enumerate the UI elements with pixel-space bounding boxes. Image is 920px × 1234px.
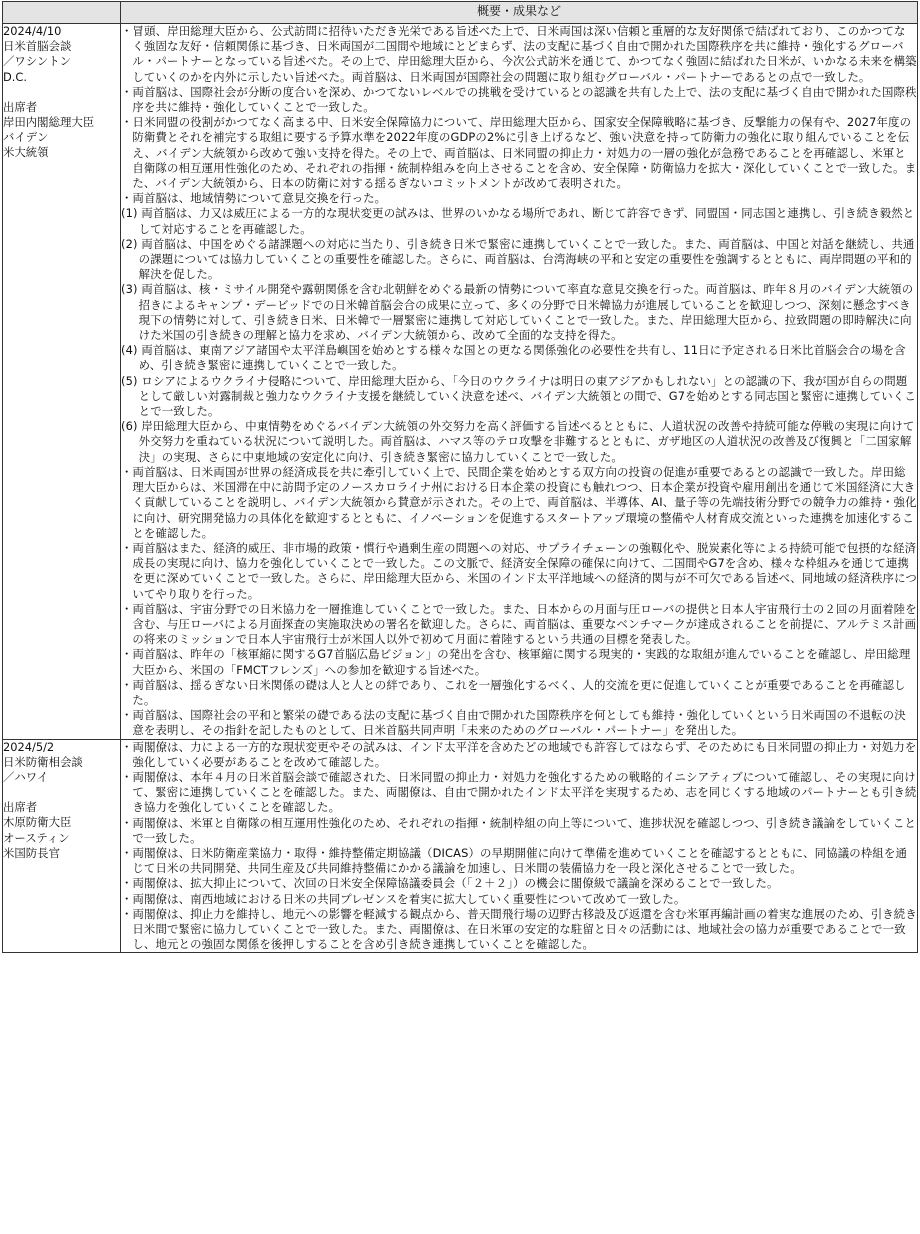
summary-bullet-item: ・冒頭、岸田総理大臣から、公式訪問に招待いただき光栄である旨述べた上で、日米両国は深い信頼と重層的な友好関係で結ばれており、このかつてなく強固な友好・信頼関係に基づき、日米両国が二国間や地域にとどまらず、法の支配に基づく自由で開かれた国際秩序を共に維持・強化するグローバル・パートナーとなっている旨述べた。その上で、岸田総理大臣から、今次公式訪米を通じて、かつてなく強固に結ばれた日米が、いかなる未来を構築していくのかを内外に示したい旨述べた。両首脳は、日米両国が国際社会の問題に取り組むグローバル・パートナーであるとの点で一致した。 [121,24,917,84]
meeting-event-line: 日米首脳会談 [3,39,72,54]
meeting-event-line: 日米防衛相会談 [3,754,83,769]
table-row [3,24,918,740]
summary-bullet-item: ・両閣僚は、拡大抑止について、次回の日米安全保障協議委員会（「２＋２」）の機会に閣僚級で議論を深めることで一致した。 [121,876,779,891]
header-col-summary: 概要・成果など [121,2,918,24]
summary-bullet-item: ・両首脳は、揺るぎない日米関係の礎は人と人との絆であり、これを一層強化するべく、人的交流を更に促進していくことが重要であることを再確認した。 [121,677,906,707]
summary-cell [121,24,918,740]
summary-numbered-item: (3) 両首脳は、核・ミサイル開発や露朝関係を含む北朝鮮をめぐる最新の情勢について率直な意見交換を行った。両首脳は、昨年８月のバイデン大統領の招きによるキャンプ・デービッドでの日米韓首脳会合の成果に立って、多くの分野で日米韓協力が進展していることを歓迎しつつ、深刻に懸念すべき現下の情勢に対して、引き続き日米、日米韓で一層緊密に連携して対応していくことで一致した。また、岸田総理大臣から、拉致問題の即時解決に向けた米国の引き続きの理解と協力を求め、バイデン大統領から、改めて全面的な支持を得た。 [121,282,914,343]
summary-bullet-item: ・両閣僚は、力による一方的な現状変更やその試みは、インド太平洋を含めたどの地域でも許容してはならず、そのためにも日米同盟の抑止力・対処力を強化していく必要があることを改めて確認した。 [121,739,917,769]
meeting-event-line: ／ワシントン [3,54,72,69]
summary-numbered-item: (6) 岸田総理大臣から、中東情勢をめぐるバイデン大統領の外交努力を高く評価する旨述べるとともに、人道状況の改善や持続可能な停戦の実現に向けて外交努力を重ねている状況について説明した。両首脳は、ハマス等のテロ攻撃を非難するとともに、ガザ地区の人道状況の改善及び復興と「二国家解決」の実現、さらに中東地域の安定化に向け、引き続き緊密に協力していくことで一致した。 [121,419,915,464]
summary-bullet-item: ・両閣僚は、本年４月の日米首脳会談で確認された、日米同盟の抑止力・対処力を強化するための戦略的イニシアティブについて確認し、その実現に向けて、緊密に連携していくことを確認した。また、両閣僚は、自由で開かれたインド太平洋を実現するため、志を同じくする地域のパートナーとも引き続き協力を強化していくことを確認した。 [121,769,917,815]
summary-bullet-item: ・両首脳は、国際社会が分断の度合いを深め、かつてないレベルでの挑戦を受けているとの認識を共有した上で、法の支配に基づく自由で開かれた国際秩序を共に維持・強化していくことで一致した。 [121,84,917,115]
summary-numbered-item: (5) ロシアによるウクライナ侵略について、岸田総理大臣から、「今日のウクライナは明日の東アジアかもしれない」との認識の下、我が国が自らの問題として厳しい対露制裁と強力なウクライナ支援を継続していく決意を述べ、バイデン大統領との間で、G7を始めとする同志国と緊密に連携していくことで一致した。 [121,373,916,419]
meetings-table [2,1,918,953]
meeting-info-cell [3,24,121,740]
meeting-date: 2024/5/2 [3,739,55,754]
meeting-info-cell [3,739,121,953]
summary-bullet-item: ・両首脳は、地域情勢について意見交換を行った。 [121,191,387,206]
table-header-row [3,2,918,24]
summary-bullet-item: ・両閣僚は、抑止力を維持し、地元への影響を軽減する観点から、普天間飛行場の辺野古移設及び返還を含む米軍再編計画の着実な進展のため、引き続き日米間で緊密に協力していくことで一致した。また、両閣僚は、在日米軍の安定的な駐留と日々の活動には、地域社会の協力が重要であることで一致し、地元との強固な関係を後押しすることを含め引き続き連携していくことを確認した。 [121,906,917,952]
table-row [3,739,918,953]
attendee-line: 米大統領 [3,145,49,160]
attendee-line: 岸田内閣総理大臣 [3,115,95,130]
attendee-line: 木原防衛大臣 [3,815,72,830]
summary-bullet-item: ・両首脳は、国際社会の平和と繁栄の礎である法の支配に基づく自由で開かれた国際秩序を何としても維持・強化していくという日米両国の不退転の決意を表明し、その指針を記したものとして、日米首脳共同声明「未来のためのグローバル・パートナー」を発出した。 [121,708,906,738]
attendees-label: 出席者 [3,800,38,815]
summary-numbered-item: (1) 両首脳は、力又は威圧による一方的な現状変更の試みは、世界のいかなる場所であれ、断じて許容できず、同盟国・同志国と連携し、引き続き毅然として対応することを再確認した。 [121,206,915,236]
summary-numbered-item: (2) 両首脳は、中国をめぐる諸課題への対応に当たり、引き続き日米で緊密に連携していくことで一致した。また、両首脳は、中国と対話を継続し、共通の課題については協力していくことの重要性を確認した。さらに、両首脳は、台湾海峡の平和と安定の重要性を強調するとともに、両岸問題の平和的解決を促した。 [121,236,915,282]
summary-bullet-item: ・両閣僚は、米軍と自衛隊の相互運用性強化のため、それぞれの指揮・統制枠組の向上等について、進捗状況を確認しつつ、引き続き議論をしていくことで一致した。 [121,815,916,845]
summary-bullet-item: ・両首脳はまた、経済的威圧、非市場的政策・慣行や過剰生産の問題への対応、サプライチェーンの強靱化や、脱炭素化等による持続可能で包摂的な経済成長の実現に向け、協力を強化していくことで一致した。この文脈で、経済安全保障の確保に向けて、二国間やG7を含め、様々な枠組みを通じて連携を更に深めていくことで一致した。さらに、岸田総理大臣から、米国のインド太平洋地域への経済的関与が不可欠である旨述べ、同地域の経済秩序についてやり取りを行った。 [121,540,917,601]
summary-cell [121,739,918,953]
summary-bullet-item: ・両首脳は、宇宙分野での日米協力を一層推進していくことで一致した。また、日本からの月面与圧ローバの提供と日本人宇宙飛行士の２回の月面着陸を含む、与圧ローバによる月面探査の実施取決めの署名を歓迎した。さらに、両首脳は、重要なベンチマークが達成されることを前提に、アルテミス計画の将来のミッションで日本人宇宙飛行士が米国人以外で初めて月面に着陸するという共通の目標を発表した。 [121,601,917,647]
summary-bullet-item: ・両首脳は、昨年の「核軍縮に関するG7首脳広島ビジョン」の発出を含む、核軍縮に関する現実的・実践的な取組が進んでいることを確認し、岸田総理大臣から、米国の「FMCTフレンズ」への参加を歓迎する旨述べた。 [121,647,911,677]
summary-numbered-item: (4) 両首脳は、東南アジア諸国や太平洋島嶼国を始めとする様々な国との更なる関係強化の必要性を共有し、11日に予定される日米比首脳会合の場を含め、引き続き緊密に連携していくことで一致した。 [121,343,906,373]
attendee-line: バイデン [3,130,49,145]
attendee-line: オースティン [3,830,70,845]
meeting-event-line: D.C. [3,69,27,84]
summary-bullet-item: ・両首脳は、日米両国が世界の経済成長を共に牽引していく上で、民間企業を始めとする双方向の投資の促進が重要であるとの認識で一致した。岸田総理大臣からは、米国滞在中に訪問予定のノースカロライナ州における日本企業の投資にも触れつつ、日本企業が投資や雇用創出を通じて米国経済に大きく貢献していることを説明し、バイデン大統領から賛意が示された。その上で、両首脳は、半導体、AI、量子等の先端技術分野での競争力の維持・強化に向け、研究開発協力の具体化を歓迎するとともに、イノベーションを促進するスタートアップ環境の整備や人材育成交流といった連携を加速化することを確認した。 [121,464,917,540]
attendee-line: 米国防長官 [3,845,60,860]
meeting-event-line: ／ハワイ [3,769,49,784]
summary-bullet-item: ・両閣僚は、日米防衛産業協力・取得・維持整備定期協議（DICAS）の早期開催に向けて準備を進めていくことを確認するとともに、同協議の枠組を通じて日米の共同開発、共同生産及び共同維持整備にかかる議論を加速し、日米間の装備協力を一段と深化させることで一致した。 [121,845,908,876]
header-col-left [3,2,121,24]
meeting-date: 2024/4/10 [3,24,62,38]
attendees-label: 出席者 [3,99,38,114]
summary-bullet-item: ・日米同盟の役割がかつてなく高まる中、日米安全保障協力について、岸田総理大臣から、国家安全保障戦略に基づき、反撃能力の保有や、2027年度の防衛費とそれを補完する取組に要する予算水準を2022年度のGDPの2%に引き上げるなど、強い決意を持って防衛力の強化に取り組んでいることを伝え、バイデン大統領から改めて強い支持を得た。その上で、両首脳は、日米同盟の抑止力・対処力の一層の強化が急務であることを再確認し、米軍と自衛隊の相互運用性強化のため、それぞれの指揮・統制枠組みを向上させることを含め、安全保障・防衛協力を拡大・深化していくことで一致した。また、バイデン大統領から、日本の防衛に対する揺るぎないコミットメントが改めて表明された。 [121,115,917,191]
summary-bullet-item: ・両閣僚は、南西地域における日米の共同プレゼンスを着実に拡大していく重要性について改めて一致した。 [121,891,686,906]
